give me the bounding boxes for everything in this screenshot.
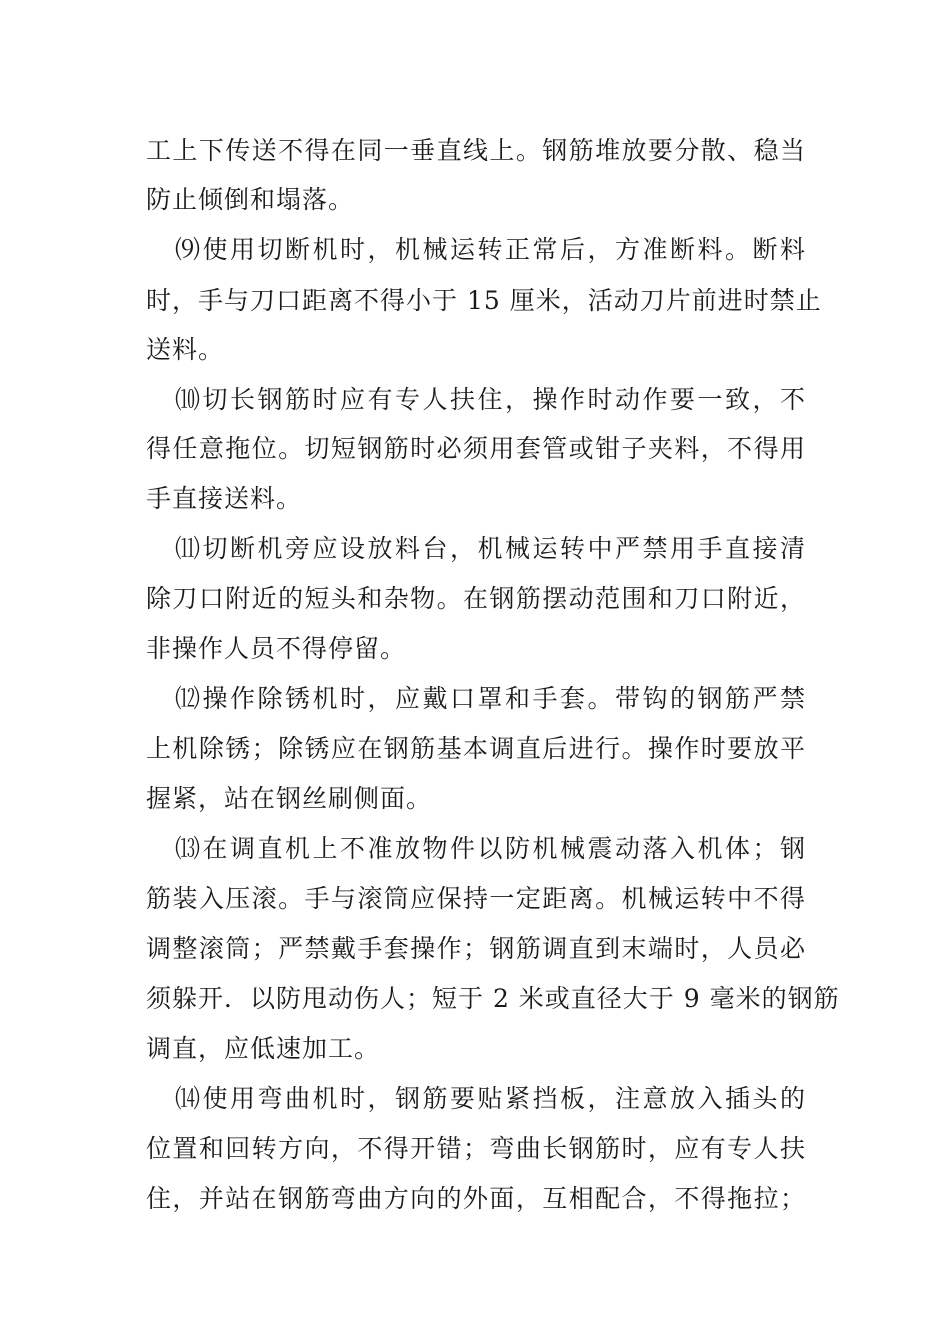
text-line: 手直接送料。 bbox=[146, 484, 303, 513]
text-line: 上机除锈；除锈应在钢筋基本调直后进行。操作时要放平 bbox=[146, 734, 806, 763]
text-line: ⑾切断机旁应设放料台，机械运转中严禁用手直接清 bbox=[175, 534, 806, 563]
text-line: 得任意拖位。切短钢筋时必须用套管或钳子夹料，不得用 bbox=[146, 434, 806, 463]
text-line: 时，手与刀口距离不得小于 15 厘米，活动刀片前进时禁止 bbox=[146, 286, 822, 315]
text-line: ⑿操作除锈机时，应戴口罩和手套。带钩的钢筋严禁 bbox=[175, 684, 806, 713]
text-line: 工上下传送不得在同一垂直线上。钢筋堆放要分散、稳当 bbox=[146, 136, 806, 165]
text-line: 位置和回转方向，不得开错；弯曲长钢筋时，应有专人扶 bbox=[146, 1134, 806, 1163]
text-line: 住，并站在钢筋弯曲方向的外面，互相配合，不得拖拉； bbox=[146, 1184, 806, 1213]
text-line: 防止倾倒和塌落。 bbox=[146, 185, 355, 214]
text-line: ⒁使用弯曲机时，钢筋要贴紧挡板，注意放入插头的 bbox=[175, 1084, 806, 1113]
text-line: ⒀在调直机上不准放物件以防机械震动落入机体；钢 bbox=[175, 834, 806, 863]
text-line: 送料。 bbox=[146, 335, 225, 364]
text-line: 除刀口附近的短头和杂物。在钢筋摆动范围和刀口附近， bbox=[146, 584, 806, 613]
text-line: 调直，应低速加工。 bbox=[146, 1034, 381, 1063]
text-line: ⑼使用切断机时，机械运转正常后，方准断料。断料 bbox=[175, 235, 806, 264]
text-line: 非操作人员不得停留。 bbox=[146, 634, 407, 663]
text-line: ⑽切长钢筋时应有专人扶住，操作时动作要一致，不 bbox=[175, 385, 806, 414]
text-line: 须躲开．以防甩动伤人；短于 2 米或直径大于 9 毫米的钢筋 bbox=[146, 984, 840, 1013]
text-line: 握紧，站在钢丝刷侧面。 bbox=[146, 784, 433, 813]
text-line: 调整滚筒；严禁戴手套操作；钢筋调直到末端时，人员必 bbox=[146, 934, 806, 963]
text-line: 筋装入压滚。手与滚筒应保持一定距离。机械运转中不得 bbox=[146, 884, 806, 913]
